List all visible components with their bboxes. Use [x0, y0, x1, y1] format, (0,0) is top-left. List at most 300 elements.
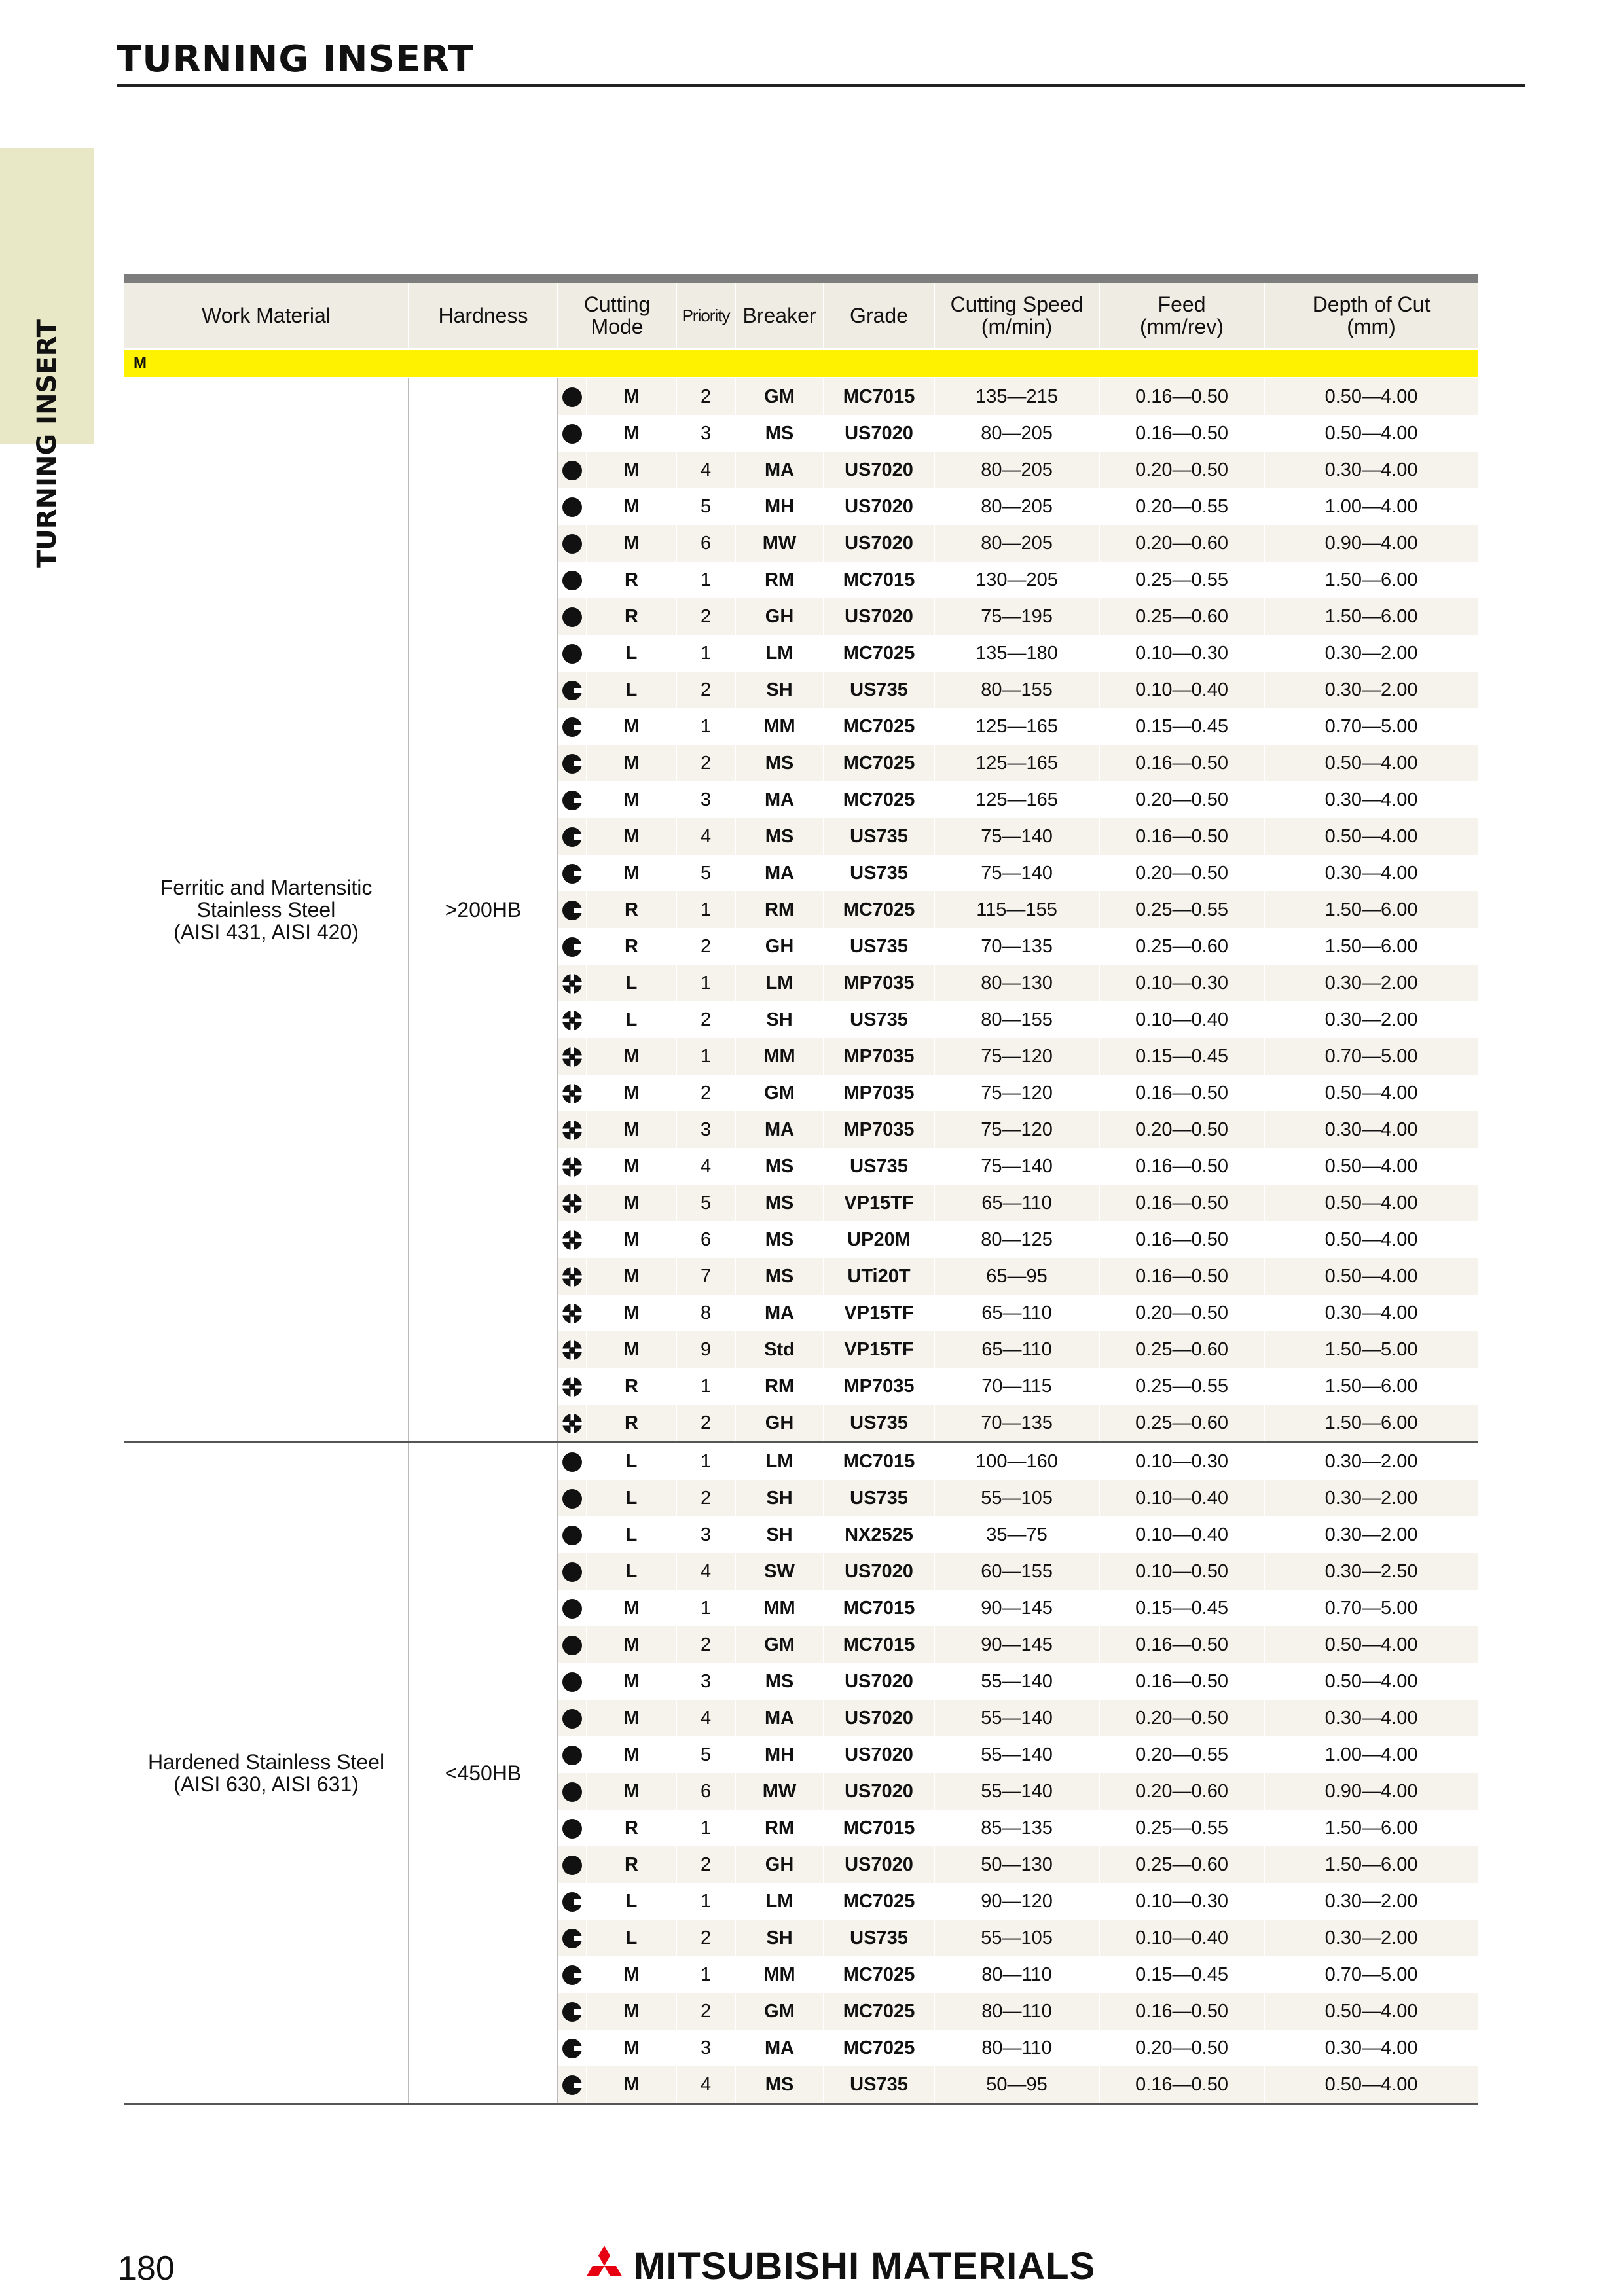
cutting-speed-cell: 55—105 [934, 1920, 1099, 1956]
feed-cell: 0.16—0.50 [1099, 1663, 1264, 1700]
cutting-mode-cell: M [587, 488, 676, 525]
breaker-cell: MS [735, 2066, 824, 2104]
breaker-cell: MM [735, 708, 824, 745]
full-circle-icon [558, 1516, 587, 1553]
depth-cell: 0.30—4.00 [1264, 855, 1478, 891]
feed-cell: 0.15—0.45 [1099, 1038, 1264, 1075]
notched-circle-icon [558, 1883, 587, 1920]
grade-cell: US735 [824, 928, 934, 965]
header-rule [117, 84, 1525, 87]
grade-cell: MC7015 [824, 562, 934, 598]
grade-cell: MC7015 [824, 1626, 934, 1663]
interrupted-icon [558, 1295, 587, 1331]
priority-cell: 6 [676, 1773, 735, 1810]
category-row [124, 349, 1478, 378]
interrupted-icon [558, 1368, 587, 1405]
notched-circle-icon [558, 818, 587, 855]
priority-cell: 4 [676, 452, 735, 488]
priority-cell: 1 [676, 1038, 735, 1075]
grade-cell: US7020 [824, 1736, 934, 1773]
cutting-mode-cell: M [587, 1626, 676, 1663]
breaker-cell: RM [735, 562, 824, 598]
feed-cell: 0.25—0.55 [1099, 1810, 1264, 1846]
header-feed: Feed (mm/rev) [1099, 283, 1264, 349]
notched-circle-icon [558, 928, 587, 965]
depth-cell: 0.30—2.50 [1264, 1553, 1478, 1590]
feed-cell: 0.15—0.45 [1099, 1590, 1264, 1626]
cutting-speed-cell: 80—205 [934, 415, 1099, 452]
depth-cell: 0.30—2.00 [1264, 635, 1478, 672]
cutting-mode-cell: M [587, 2030, 676, 2066]
cutting-mode-cell: R [587, 1405, 676, 1443]
depth-cell: 0.70—5.00 [1264, 1956, 1478, 1993]
feed-cell: 0.10—0.40 [1099, 672, 1264, 708]
interrupted-icon [558, 1038, 587, 1075]
depth-cell: 0.30—4.00 [1264, 1111, 1478, 1148]
grade-cell: VP15TF [824, 1295, 934, 1331]
cutting-mode-cell: M [587, 415, 676, 452]
depth-cell: 1.50—6.00 [1264, 1846, 1478, 1883]
full-circle-icon [558, 598, 587, 635]
feed-cell: 0.25—0.55 [1099, 1368, 1264, 1405]
cutting-speed-cell: 130—205 [934, 562, 1099, 598]
grade-cell: MC7025 [824, 2030, 934, 2066]
priority-cell: 4 [676, 1148, 735, 1185]
feed-cell: 0.20—0.50 [1099, 2030, 1264, 2066]
depth-cell: 1.50—6.00 [1264, 562, 1478, 598]
breaker-cell: SH [735, 672, 824, 708]
feed-cell: 0.10—0.30 [1099, 965, 1264, 1001]
depth-cell: 0.50—4.00 [1264, 1185, 1478, 1221]
feed-cell: 0.15—0.45 [1099, 708, 1264, 745]
breaker-cell: MA [735, 2030, 824, 2066]
breaker-cell: MS [735, 415, 824, 452]
cutting-speed-cell: 65—110 [934, 1295, 1099, 1331]
cutting-speed-cell: 75—195 [934, 598, 1099, 635]
grade-cell: MC7025 [824, 1956, 934, 1993]
work-material-cell: Ferritic and Martensitic Stainless Steel (AISI 431, AISI 420) [124, 378, 409, 1443]
feed-cell: 0.20—0.55 [1099, 1736, 1264, 1773]
cutting-speed-cell: 80—205 [934, 452, 1099, 488]
grade-cell: MC7015 [824, 1443, 934, 1480]
interrupted-icon [558, 1185, 587, 1221]
feed-cell: 0.10—0.30 [1099, 635, 1264, 672]
cutting-speed-cell: 90—145 [934, 1590, 1099, 1626]
priority-cell: 1 [676, 635, 735, 672]
grade-cell: US735 [824, 855, 934, 891]
breaker-cell: MA [735, 452, 824, 488]
depth-cell: 0.30—2.00 [1264, 1920, 1478, 1956]
cutting-mode-cell: M [587, 708, 676, 745]
cutting-mode-cell: M [587, 1075, 676, 1111]
breaker-cell: MM [735, 1038, 824, 1075]
cutting-speed-cell: 70—115 [934, 1368, 1099, 1405]
depth-cell: 0.30—4.00 [1264, 1700, 1478, 1736]
priority-cell: 1 [676, 1956, 735, 1993]
notched-circle-icon [558, 781, 587, 818]
priority-cell: 1 [676, 562, 735, 598]
feed-cell: 0.16—0.50 [1099, 2066, 1264, 2104]
feed-cell: 0.25—0.60 [1099, 1331, 1264, 1368]
cutting-mode-cell: M [587, 2066, 676, 2104]
grade-cell: UTi20T [824, 1258, 934, 1295]
feed-cell: 0.20—0.60 [1099, 1773, 1264, 1810]
cutting-mode-cell: M [587, 1295, 676, 1331]
cutting-mode-cell: M [587, 1663, 676, 1700]
grade-cell: MP7035 [824, 1111, 934, 1148]
depth-cell: 0.50—4.00 [1264, 1148, 1478, 1185]
cutting-mode-cell: R [587, 891, 676, 928]
header-hardness: Hardness [409, 283, 558, 349]
full-circle-icon [558, 488, 587, 525]
breaker-cell: MA [735, 1111, 824, 1148]
depth-cell: 0.50—4.00 [1264, 1993, 1478, 2030]
grade-cell: NX2525 [824, 1516, 934, 1553]
full-circle-icon [558, 378, 587, 415]
interrupted-icon [558, 1405, 587, 1443]
feed-cell: 0.25—0.60 [1099, 1405, 1264, 1443]
interrupted-icon [558, 1221, 587, 1258]
depth-cell: 1.50—6.00 [1264, 928, 1478, 965]
depth-cell: 1.50—6.00 [1264, 1368, 1478, 1405]
cutting-speed-cell: 80—155 [934, 1001, 1099, 1038]
cutting-mode-cell: L [587, 1553, 676, 1590]
feed-cell: 0.16—0.50 [1099, 1075, 1264, 1111]
grade-cell: US735 [824, 1920, 934, 1956]
interrupted-icon [558, 1148, 587, 1185]
feed-cell: 0.20—0.50 [1099, 1295, 1264, 1331]
depth-cell: 1.00—4.00 [1264, 488, 1478, 525]
cutting-mode-cell: M [587, 1331, 676, 1368]
depth-cell: 0.30—4.00 [1264, 2030, 1478, 2066]
depth-cell: 0.30—2.00 [1264, 672, 1478, 708]
cutting-speed-cell: 55—140 [934, 1663, 1099, 1700]
full-circle-icon [558, 1663, 587, 1700]
depth-cell: 0.50—4.00 [1264, 378, 1478, 415]
grade-cell: US735 [824, 1405, 934, 1443]
feed-cell: 0.10—0.30 [1099, 1883, 1264, 1920]
cutting-speed-cell: 85—135 [934, 1810, 1099, 1846]
cutting-speed-cell: 90—120 [934, 1883, 1099, 1920]
breaker-cell: MH [735, 1736, 824, 1773]
grade-cell: MC7025 [824, 635, 934, 672]
notched-circle-icon [558, 745, 587, 781]
priority-cell: 2 [676, 1920, 735, 1956]
three-diamonds-icon [583, 2246, 626, 2286]
cutting-mode-cell: M [587, 1258, 676, 1295]
priority-cell: 2 [676, 672, 735, 708]
breaker-cell: Std [735, 1331, 824, 1368]
grade-cell: MC7015 [824, 378, 934, 415]
grade-cell: MC7015 [824, 1810, 934, 1846]
feed-cell: 0.16—0.50 [1099, 745, 1264, 781]
cutting-mode-cell: L [587, 635, 676, 672]
priority-cell: 1 [676, 965, 735, 1001]
header-breaker: Breaker [735, 283, 824, 349]
notched-circle-icon [558, 891, 587, 928]
depth-cell: 1.50—5.00 [1264, 1331, 1478, 1368]
breaker-cell: MM [735, 1590, 824, 1626]
depth-cell: 0.50—4.00 [1264, 1075, 1478, 1111]
cutting-speed-cell: 50—95 [934, 2066, 1099, 2104]
feed-cell: 0.16—0.50 [1099, 1185, 1264, 1221]
recommendation-table [124, 274, 1478, 2105]
notched-circle-icon [558, 672, 587, 708]
notched-circle-icon [558, 855, 587, 891]
work-material-cell: Hardened Stainless Steel (AISI 630, AISI 631) [124, 1443, 409, 2104]
breaker-cell: MS [735, 1185, 824, 1221]
grade-cell: MP7035 [824, 1038, 934, 1075]
priority-cell: 2 [676, 1075, 735, 1111]
feed-cell: 0.16—0.50 [1099, 415, 1264, 452]
grade-cell: MP7035 [824, 1075, 934, 1111]
full-circle-icon [558, 525, 587, 562]
priority-cell: 5 [676, 488, 735, 525]
cutting-mode-cell: M [587, 1993, 676, 2030]
cutting-speed-cell: 70—135 [934, 928, 1099, 965]
side-section-tab [0, 148, 94, 568]
breaker-cell: MA [735, 781, 824, 818]
cutting-mode-cell: M [587, 855, 676, 891]
interrupted-icon [558, 1075, 587, 1111]
table-row [124, 1443, 1478, 1480]
priority-cell: 5 [676, 855, 735, 891]
depth-cell: 0.50—4.00 [1264, 1626, 1478, 1663]
breaker-cell: MS [735, 1148, 824, 1185]
feed-cell: 0.16—0.50 [1099, 1626, 1264, 1663]
full-circle-icon [558, 452, 587, 488]
depth-cell: 0.30—2.00 [1264, 1883, 1478, 1920]
header-priority: Priority [676, 283, 735, 349]
depth-cell: 1.50—6.00 [1264, 1405, 1478, 1443]
depth-cell: 0.50—4.00 [1264, 818, 1478, 855]
depth-cell: 0.70—5.00 [1264, 1590, 1478, 1626]
cutting-speed-cell: 80—130 [934, 965, 1099, 1001]
full-circle-icon [558, 1626, 587, 1663]
cutting-speed-cell: 75—140 [934, 1148, 1099, 1185]
notched-circle-icon [558, 2066, 587, 2104]
cutting-speed-cell: 115—155 [934, 891, 1099, 928]
cutting-mode-cell: M [587, 781, 676, 818]
breaker-cell: MS [735, 745, 824, 781]
priority-cell: 1 [676, 891, 735, 928]
interrupted-icon [558, 1258, 587, 1295]
full-circle-icon [558, 1443, 587, 1480]
cutting-speed-cell: 90—145 [934, 1626, 1099, 1663]
feed-cell: 0.10—0.30 [1099, 1443, 1264, 1480]
interrupted-icon [558, 1111, 587, 1148]
feed-cell: 0.10—0.40 [1099, 1920, 1264, 1956]
grade-cell: US735 [824, 1480, 934, 1516]
full-circle-icon [558, 1810, 587, 1846]
breaker-cell: GM [735, 1075, 824, 1111]
cutting-mode-cell: M [587, 452, 676, 488]
grade-cell: MC7025 [824, 1883, 934, 1920]
full-circle-icon [558, 1480, 587, 1516]
full-circle-icon [558, 1700, 587, 1736]
feed-cell: 0.25—0.60 [1099, 598, 1264, 635]
grade-cell: US735 [824, 1001, 934, 1038]
depth-cell: 0.70—5.00 [1264, 1038, 1478, 1075]
depth-cell: 0.30—4.00 [1264, 1295, 1478, 1331]
priority-cell: 2 [676, 745, 735, 781]
priority-cell: 2 [676, 1480, 735, 1516]
cutting-mode-cell: L [587, 1883, 676, 1920]
cutting-speed-cell: 75—120 [934, 1075, 1099, 1111]
breaker-cell: GM [735, 1993, 824, 2030]
cutting-speed-cell: 80—110 [934, 2030, 1099, 2066]
grade-cell: MC7025 [824, 745, 934, 781]
feed-cell: 0.16—0.50 [1099, 1148, 1264, 1185]
feed-cell: 0.20—0.50 [1099, 1700, 1264, 1736]
breaker-cell: MS [735, 1663, 824, 1700]
side-tab-label: TURNING INSERT [32, 319, 62, 568]
priority-cell: 3 [676, 1516, 735, 1553]
breaker-cell: RM [735, 891, 824, 928]
depth-cell: 0.50—4.00 [1264, 2066, 1478, 2104]
header-grade: Grade [824, 283, 934, 349]
hardness-cell: <450HB [409, 1443, 558, 2104]
priority-cell: 4 [676, 1700, 735, 1736]
cutting-speed-cell: 55—140 [934, 1773, 1099, 1810]
cutting-mode-cell: R [587, 1846, 676, 1883]
priority-cell: 4 [676, 1553, 735, 1590]
priority-cell: 5 [676, 1736, 735, 1773]
full-circle-icon [558, 562, 587, 598]
grade-cell: US735 [824, 818, 934, 855]
grade-cell: MC7025 [824, 1993, 934, 2030]
cutting-mode-cell: M [587, 1773, 676, 1810]
grade-cell: US7020 [824, 452, 934, 488]
breaker-cell: SH [735, 1001, 824, 1038]
depth-cell: 0.50—4.00 [1264, 1258, 1478, 1295]
cutting-speed-cell: 75—120 [934, 1111, 1099, 1148]
table-header-row [124, 283, 1478, 349]
grade-cell: MC7025 [824, 708, 934, 745]
feed-cell: 0.25—0.55 [1099, 562, 1264, 598]
feed-cell: 0.20—0.60 [1099, 525, 1264, 562]
cutting-mode-cell: R [587, 1810, 676, 1846]
cutting-mode-cell: R [587, 928, 676, 965]
grade-cell: US735 [824, 672, 934, 708]
breaker-cell: SH [735, 1920, 824, 1956]
priority-cell: 8 [676, 1295, 735, 1331]
cutting-speed-cell: 100—160 [934, 1443, 1099, 1480]
cutting-mode-cell: M [587, 1148, 676, 1185]
grade-cell: US7020 [824, 1663, 934, 1700]
cutting-speed-cell: 35—75 [934, 1516, 1099, 1553]
priority-cell: 3 [676, 781, 735, 818]
depth-cell: 0.30—2.00 [1264, 1480, 1478, 1516]
feed-cell: 0.20—0.55 [1099, 488, 1264, 525]
cutting-speed-cell: 55—140 [934, 1700, 1099, 1736]
cutting-speed-cell: 75—140 [934, 818, 1099, 855]
priority-cell: 2 [676, 1001, 735, 1038]
notched-circle-icon [558, 2030, 587, 2066]
cutting-mode-cell: M [587, 1736, 676, 1773]
cutting-speed-cell: 65—95 [934, 1258, 1099, 1295]
depth-cell: 0.30—4.00 [1264, 781, 1478, 818]
cutting-speed-cell: 55—105 [934, 1480, 1099, 1516]
cutting-mode-cell: L [587, 1516, 676, 1553]
breaker-cell: MA [735, 1700, 824, 1736]
feed-cell: 0.25—0.60 [1099, 928, 1264, 965]
grade-cell: VP15TF [824, 1331, 934, 1368]
cutting-speed-cell: 80—205 [934, 525, 1099, 562]
interrupted-icon [558, 1001, 587, 1038]
priority-cell: 9 [676, 1331, 735, 1368]
priority-cell: 1 [676, 1810, 735, 1846]
full-circle-icon [558, 1590, 587, 1626]
full-circle-icon [558, 1773, 587, 1810]
priority-cell: 6 [676, 525, 735, 562]
grade-cell: MP7035 [824, 1368, 934, 1405]
grade-cell: MC7025 [824, 781, 934, 818]
breaker-cell: GH [735, 1405, 824, 1443]
full-circle-icon [558, 635, 587, 672]
cutting-mode-cell: L [587, 1443, 676, 1480]
cutting-speed-cell: 50—130 [934, 1846, 1099, 1883]
cutting-mode-cell: M [587, 1185, 676, 1221]
priority-cell: 6 [676, 1221, 735, 1258]
priority-cell: 2 [676, 1993, 735, 2030]
cutting-speed-cell: 125—165 [934, 781, 1099, 818]
cutting-speed-cell: 80—125 [934, 1221, 1099, 1258]
grade-cell: US7020 [824, 1700, 934, 1736]
breaker-cell: MH [735, 488, 824, 525]
feed-cell: 0.10—0.40 [1099, 1516, 1264, 1553]
priority-cell: 2 [676, 598, 735, 635]
cutting-mode-cell: L [587, 1480, 676, 1516]
grade-cell: US7020 [824, 525, 934, 562]
feed-cell: 0.20—0.50 [1099, 1111, 1264, 1148]
grade-cell: US7020 [824, 598, 934, 635]
feed-cell: 0.15—0.45 [1099, 1956, 1264, 1993]
depth-cell: 0.70—5.00 [1264, 708, 1478, 745]
full-circle-icon [558, 1553, 587, 1590]
breaker-cell: RM [735, 1810, 824, 1846]
cutting-mode-cell: L [587, 965, 676, 1001]
depth-cell: 0.50—4.00 [1264, 1663, 1478, 1700]
breaker-cell: SH [735, 1516, 824, 1553]
depth-cell: 0.30—2.00 [1264, 965, 1478, 1001]
cutting-mode-cell: L [587, 1001, 676, 1038]
cutting-speed-cell: 60—155 [934, 1553, 1099, 1590]
cutting-mode-cell: R [587, 598, 676, 635]
cutting-mode-cell: L [587, 672, 676, 708]
brand-name: MITSUBISHI MATERIALS [634, 2244, 1096, 2287]
cutting-mode-cell: M [587, 1590, 676, 1626]
page-header-title: TURNING INSERT [117, 38, 474, 81]
header-cutting-mode: Cutting Mode [558, 283, 676, 349]
grade-cell: MP7035 [824, 965, 934, 1001]
feed-cell: 0.20—0.50 [1099, 855, 1264, 891]
priority-cell: 2 [676, 1626, 735, 1663]
breaker-cell: MS [735, 1258, 824, 1295]
cutting-mode-cell: M [587, 818, 676, 855]
depth-cell: 0.90—4.00 [1264, 1773, 1478, 1810]
notched-circle-icon [558, 1993, 587, 2030]
breaker-cell: LM [735, 965, 824, 1001]
grade-cell: US7020 [824, 1773, 934, 1810]
cutting-speed-cell: 65—110 [934, 1185, 1099, 1221]
breaker-cell: SW [735, 1553, 824, 1590]
cutting-speed-cell: 80—155 [934, 672, 1099, 708]
depth-cell: 0.50—4.00 [1264, 745, 1478, 781]
cutting-speed-cell: 135—180 [934, 635, 1099, 672]
grade-cell: US735 [824, 2066, 934, 2104]
depth-cell: 1.00—4.00 [1264, 1736, 1478, 1773]
